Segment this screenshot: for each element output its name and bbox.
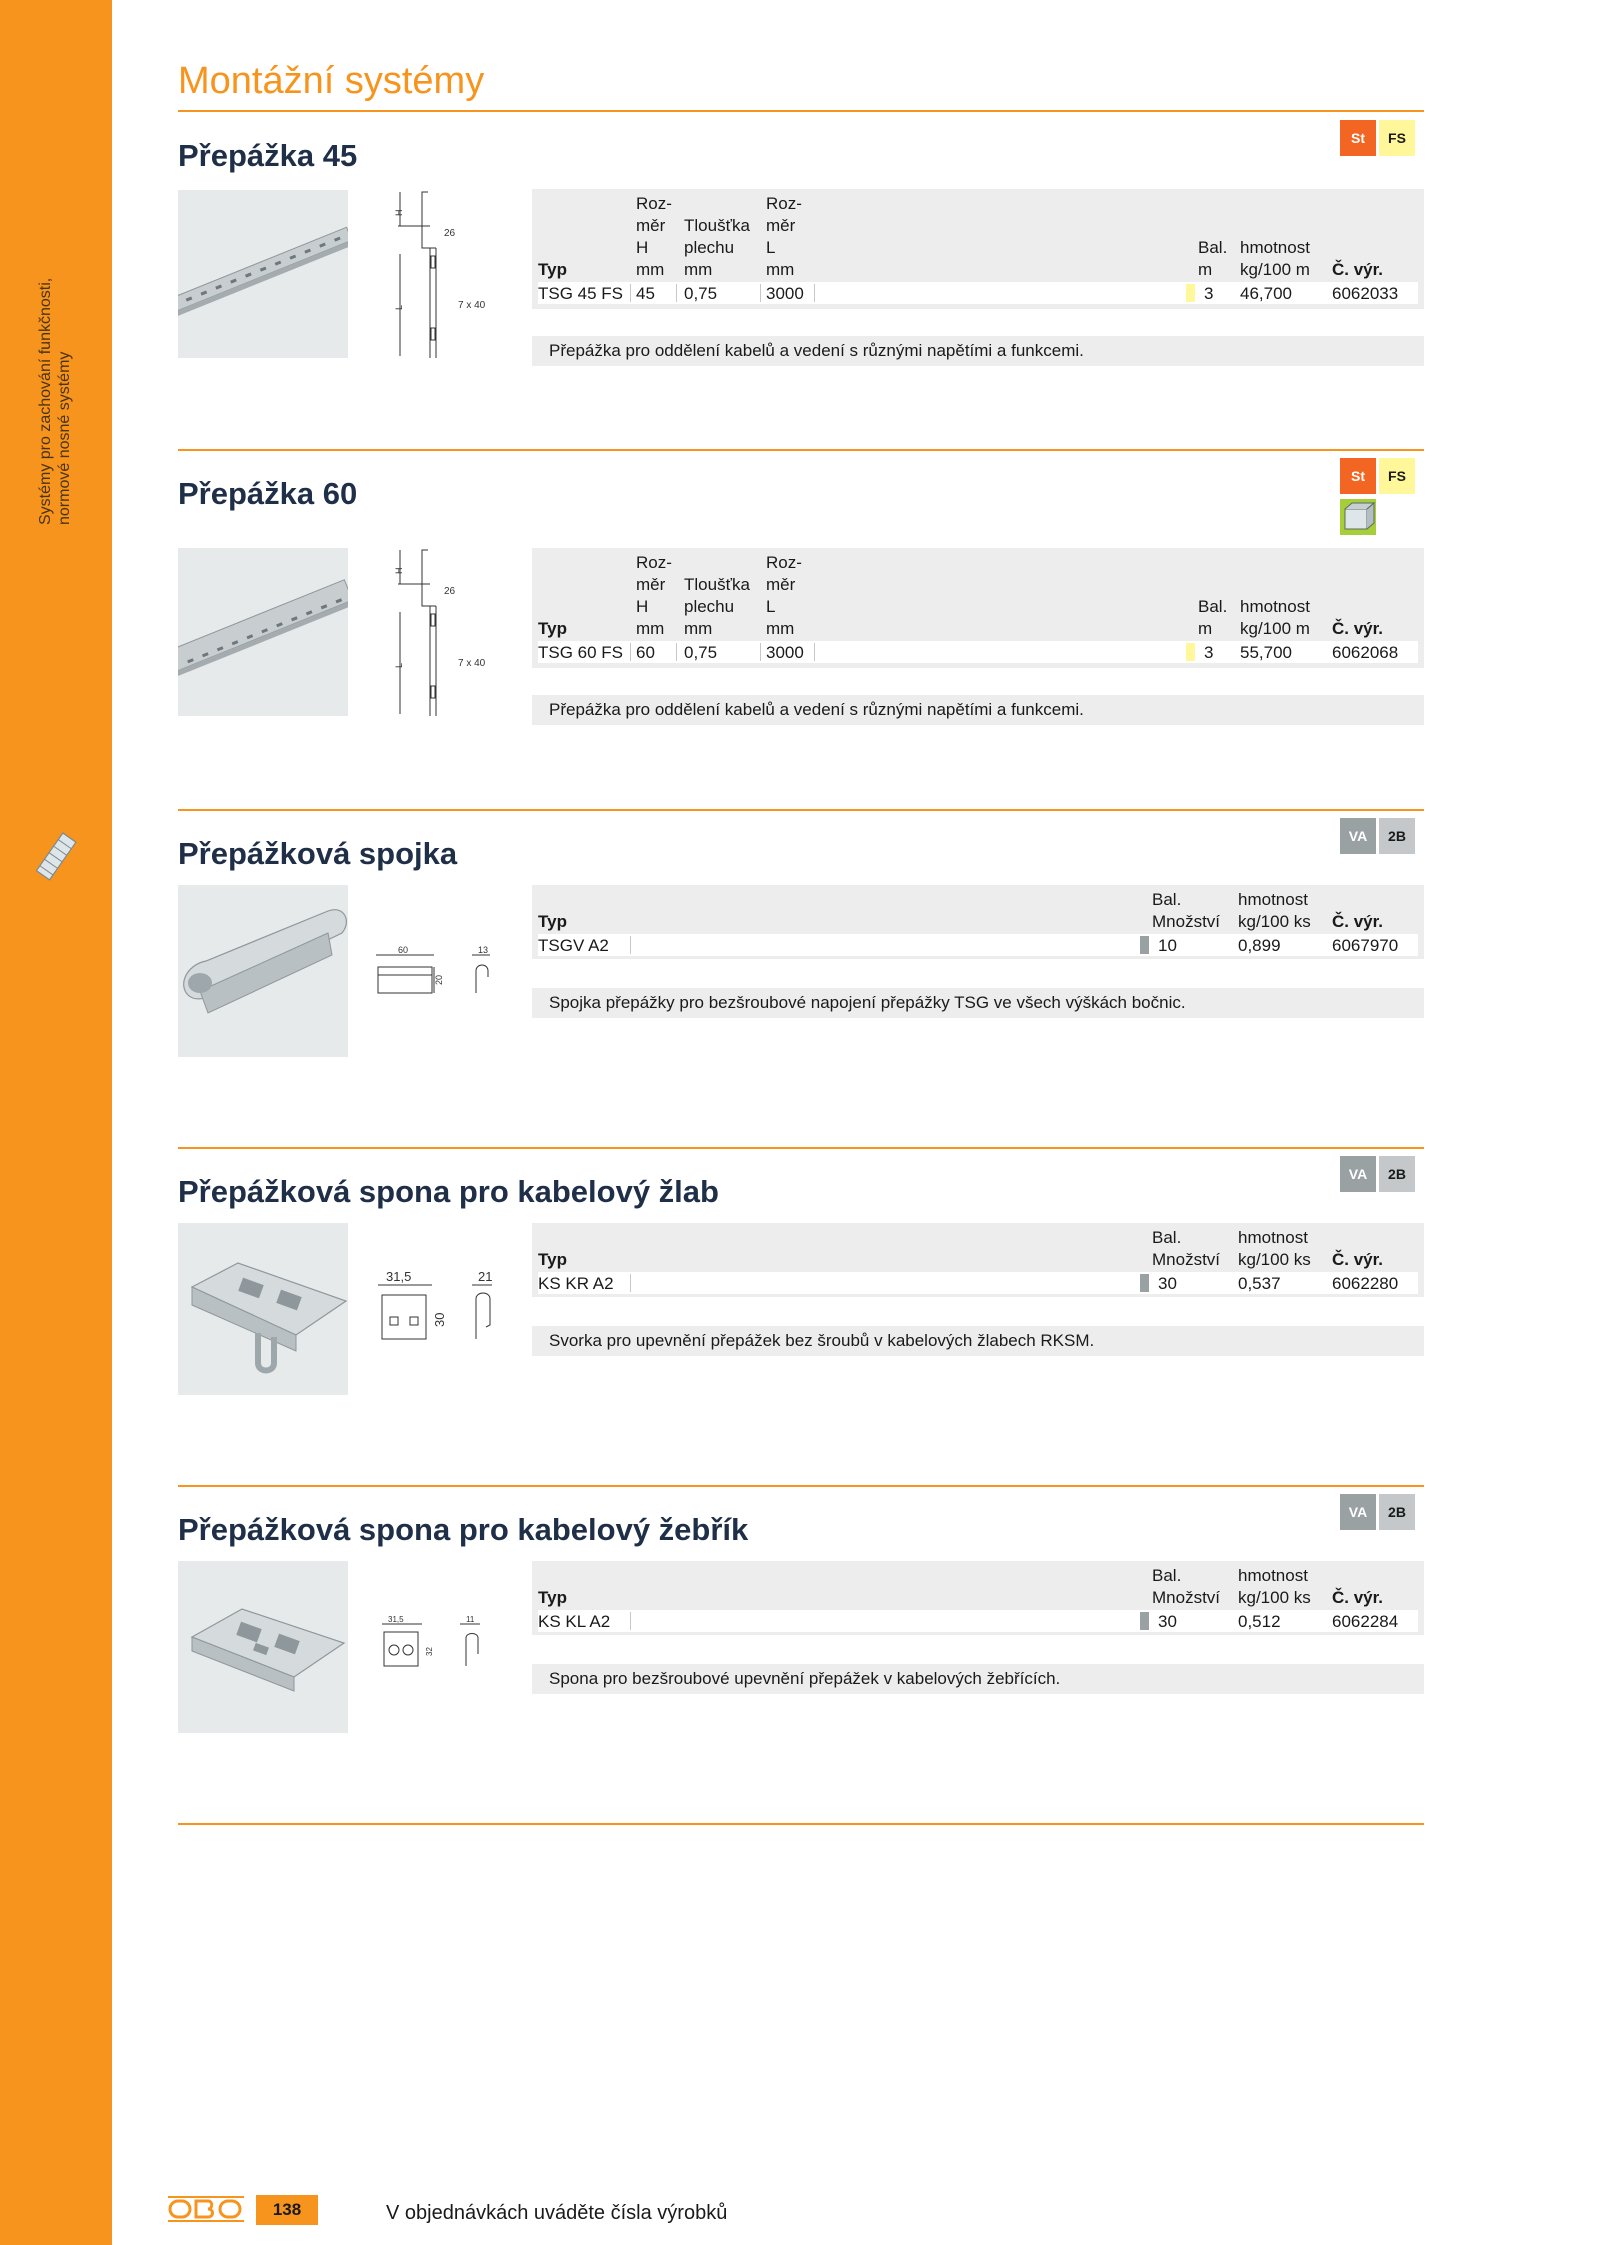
col-hdr: mm — [636, 619, 665, 638]
col-hdr: Bal. — [1152, 1566, 1182, 1585]
technical-drawing-tsgv — [372, 945, 502, 1005]
col-hdr: Bal. — [1198, 597, 1228, 616]
product-photo-kskl — [178, 1561, 348, 1733]
cell-h: 60 — [636, 643, 655, 662]
badge-2b: 2B — [1379, 1156, 1415, 1192]
divider — [178, 1147, 1424, 1149]
cell-bal: 3 — [1204, 284, 1214, 303]
table-row — [538, 1610, 1418, 1632]
col-hdr: mm — [766, 619, 795, 638]
col-hdr: hmotnost — [1238, 1228, 1308, 1247]
product-table-kskr — [532, 1223, 1424, 1297]
technical-drawing-kskr — [372, 1265, 508, 1355]
cell-typ: KS KR A2 — [538, 1274, 614, 1293]
col-hdr: Množství — [1152, 1588, 1221, 1607]
col-hdr-typ: Typ — [538, 1588, 567, 1607]
badge-va: VA — [1340, 1494, 1376, 1530]
product-photo-kskr — [178, 1223, 348, 1395]
drawing-dim-21: 21 — [478, 1269, 493, 1284]
col-hdr: Množství — [1152, 912, 1221, 931]
cell-bal: 10 — [1158, 936, 1177, 955]
side-text-line2: normové nosné systémy — [56, 351, 73, 525]
cell-weight: 0,899 — [1238, 936, 1281, 955]
marker-grey — [1140, 1612, 1149, 1630]
obo-logo — [168, 2195, 244, 2223]
section-title-prepazkova-spojka: Přepážková spojka — [178, 836, 458, 871]
col-hdr: kg/100 ks — [1238, 1250, 1311, 1269]
cell-bal: 30 — [1158, 1274, 1177, 1293]
product-note: Svorka pro upevnění přepážek bez šroubů v kabelových žlabech RKSM. — [532, 1326, 1424, 1356]
col-hdr-art: Č. výr. — [1332, 1588, 1384, 1607]
col-hdr: mm — [684, 619, 713, 638]
badge-fs: FS — [1379, 458, 1415, 494]
cell-typ: KS KL A2 — [538, 1612, 611, 1631]
divider — [178, 1823, 1424, 1825]
drawing-dim-26: 26 — [444, 228, 456, 239]
drawing-dim-7x40: 7 x 40 — [458, 300, 486, 311]
product-note: Spona pro bezšroubové upevnění přepážek v kabelových žebřících. — [532, 1664, 1424, 1694]
technical-drawing-kskl — [376, 1614, 506, 1684]
table-row — [538, 1272, 1418, 1294]
col-hdr-art: Č. výr. — [1332, 912, 1384, 931]
cell-t: 0,75 — [684, 284, 718, 303]
drawing-label-l: L — [394, 662, 404, 668]
badge-va: VA — [1340, 1156, 1376, 1192]
col-hdr: Bal. — [1152, 890, 1182, 909]
col-hdr-typ: Typ — [538, 619, 567, 638]
product-photo-tsgv — [178, 885, 348, 1057]
drawing-dim-11: 11 — [466, 1615, 475, 1624]
col-hdr: hmotnost — [1240, 238, 1310, 257]
badge-va: VA — [1340, 818, 1376, 854]
col-hdr: L — [766, 238, 776, 257]
cell-art: 6062033 — [1332, 284, 1399, 303]
drawing-dim-32: 32 — [425, 1647, 434, 1656]
col-hdr: kg/100 m — [1240, 619, 1310, 638]
cell-weight: 0,537 — [1238, 1274, 1281, 1293]
col-hdr: m — [1198, 619, 1213, 638]
drawing-label-l: L — [394, 304, 404, 310]
drawing-label-h: H — [394, 567, 404, 574]
product-table-tsgv — [532, 885, 1424, 959]
col-hdr: měr — [636, 575, 666, 594]
product-table-tsg60 — [532, 548, 1424, 668]
badge-2b: 2B — [1379, 1494, 1415, 1530]
drawing-dim-30: 30 — [432, 1312, 447, 1327]
fire-rating-icon — [1340, 499, 1376, 535]
cell-l: 3000 — [766, 643, 804, 662]
col-hdr: Roz- — [636, 194, 672, 213]
page-title: Montážní systémy — [178, 60, 485, 102]
marker-yellow — [1186, 643, 1195, 661]
product-table-tsg45 — [532, 189, 1424, 309]
divider — [178, 1485, 1424, 1487]
marker-yellow — [1186, 284, 1195, 302]
col-hdr: L — [766, 597, 776, 616]
cell-art: 6062068 — [1332, 643, 1399, 662]
cell-bal: 30 — [1158, 1612, 1177, 1631]
col-hdr: plechu — [684, 238, 735, 257]
cable-tray-icon — [36, 832, 78, 882]
badge-st: St — [1340, 120, 1376, 156]
col-hdr: Bal. — [1152, 1228, 1182, 1247]
col-hdr: Roz- — [636, 553, 672, 572]
product-note: Přepážka pro oddělení kabelů a vedení s různými napětími a funkcemi. — [532, 695, 1424, 725]
divider — [178, 110, 1424, 112]
col-hdr-art: Č. výr. — [1332, 619, 1384, 638]
col-hdr-typ: Typ — [538, 912, 567, 931]
drawing-dim-20: 20 — [434, 974, 444, 985]
col-hdr-art: Č. výr. — [1332, 1250, 1384, 1269]
product-photo-tsg45 — [178, 190, 348, 358]
divider — [178, 449, 1424, 451]
cell-art: 6062284 — [1332, 1612, 1399, 1631]
cell-art: 6062280 — [1332, 1274, 1399, 1293]
cell-h: 45 — [636, 284, 655, 303]
badge-fs: FS — [1379, 120, 1415, 156]
section-title-spona-zebrik: Přepážková spona pro kabelový žebřík — [178, 1512, 749, 1547]
cell-weight: 46,700 — [1240, 284, 1292, 303]
col-hdr: měr — [636, 216, 666, 235]
col-hdr: kg/100 ks — [1238, 1588, 1311, 1607]
col-hdr: měr — [766, 216, 796, 235]
section-title-prepazka-45: Přepážka 45 — [178, 138, 358, 173]
col-hdr: H — [636, 238, 649, 257]
drawing-dim-26: 26 — [444, 586, 456, 597]
col-hdr: mm — [766, 260, 795, 279]
side-text-line1: Systémy pro zachování funkčnosti, — [37, 277, 54, 525]
col-hdr: Bal. — [1198, 238, 1228, 257]
cell-weight: 55,700 — [1240, 643, 1292, 662]
col-hdr: Tloušťka — [684, 216, 750, 235]
cell-typ: TSGV A2 — [538, 936, 609, 955]
drawing-dim-60: 60 — [398, 945, 409, 955]
col-hdr: m — [1198, 260, 1213, 279]
col-hdr: plechu — [684, 597, 735, 616]
col-hdr: Roz- — [766, 553, 802, 572]
cell-weight: 0,512 — [1238, 1612, 1281, 1631]
cell-art: 6067970 — [1332, 936, 1399, 955]
col-hdr: hmotnost — [1238, 1566, 1308, 1585]
col-hdr: mm — [684, 260, 713, 279]
drawing-dim-7x40: 7 x 40 — [458, 658, 486, 669]
col-hdr: Tloušťka — [684, 575, 750, 594]
col-hdr: Množství — [1152, 1250, 1221, 1269]
product-note: Spojka přepážky pro bezšroubové napojení přepážky TSG ve všech výškách bočnic. — [532, 988, 1424, 1018]
drawing-dim-13: 13 — [478, 945, 489, 955]
cell-l: 3000 — [766, 284, 804, 303]
cell-bal: 3 — [1204, 643, 1214, 662]
table-row — [538, 641, 1418, 663]
table-row — [538, 282, 1418, 304]
marker-grey — [1140, 936, 1149, 954]
col-hdr: Roz- — [766, 194, 802, 213]
section-title-prepazka-60: Přepážka 60 — [178, 476, 358, 511]
badge-st: St — [1340, 458, 1376, 494]
col-hdr-art: Č. výr. — [1332, 260, 1384, 279]
technical-drawing-tsg60 — [392, 546, 492, 721]
drawing-dim-31-5: 31,5 — [386, 1269, 412, 1284]
col-hdr: hmotnost — [1238, 890, 1308, 909]
marker-grey — [1140, 1274, 1149, 1292]
technical-drawing-tsg45 — [392, 188, 492, 363]
product-note: Přepážka pro oddělení kabelů a vedení s různými napětími a funkcemi. — [532, 336, 1424, 366]
section-title-spona-zlab: Přepážková spona pro kabelový žlab — [178, 1174, 719, 1209]
col-hdr-typ: Typ — [538, 1250, 567, 1269]
page-number: 138 — [256, 2195, 318, 2225]
cell-t: 0,75 — [684, 643, 718, 662]
col-hdr: H — [636, 597, 649, 616]
drawing-dim-31-5: 31,5 — [388, 1615, 404, 1624]
col-hdr-typ: Typ — [538, 260, 567, 279]
divider — [178, 809, 1424, 811]
col-hdr: kg/100 ks — [1238, 912, 1311, 931]
table-row — [538, 934, 1418, 956]
footer-note: V objednávkách uváděte čísla výrobků — [386, 2202, 728, 2224]
col-hdr: měr — [766, 575, 796, 594]
drawing-label-h: H — [394, 209, 404, 216]
product-photo-tsg60 — [178, 548, 348, 716]
cell-typ: TSG 60 FS — [538, 643, 624, 662]
badge-2b: 2B — [1379, 818, 1415, 854]
col-hdr: hmotnost — [1240, 597, 1310, 616]
product-table-kskl — [532, 1561, 1424, 1635]
col-hdr: kg/100 m — [1240, 260, 1310, 279]
col-hdr: mm — [636, 260, 665, 279]
cell-typ: TSG 45 FS — [538, 284, 624, 303]
